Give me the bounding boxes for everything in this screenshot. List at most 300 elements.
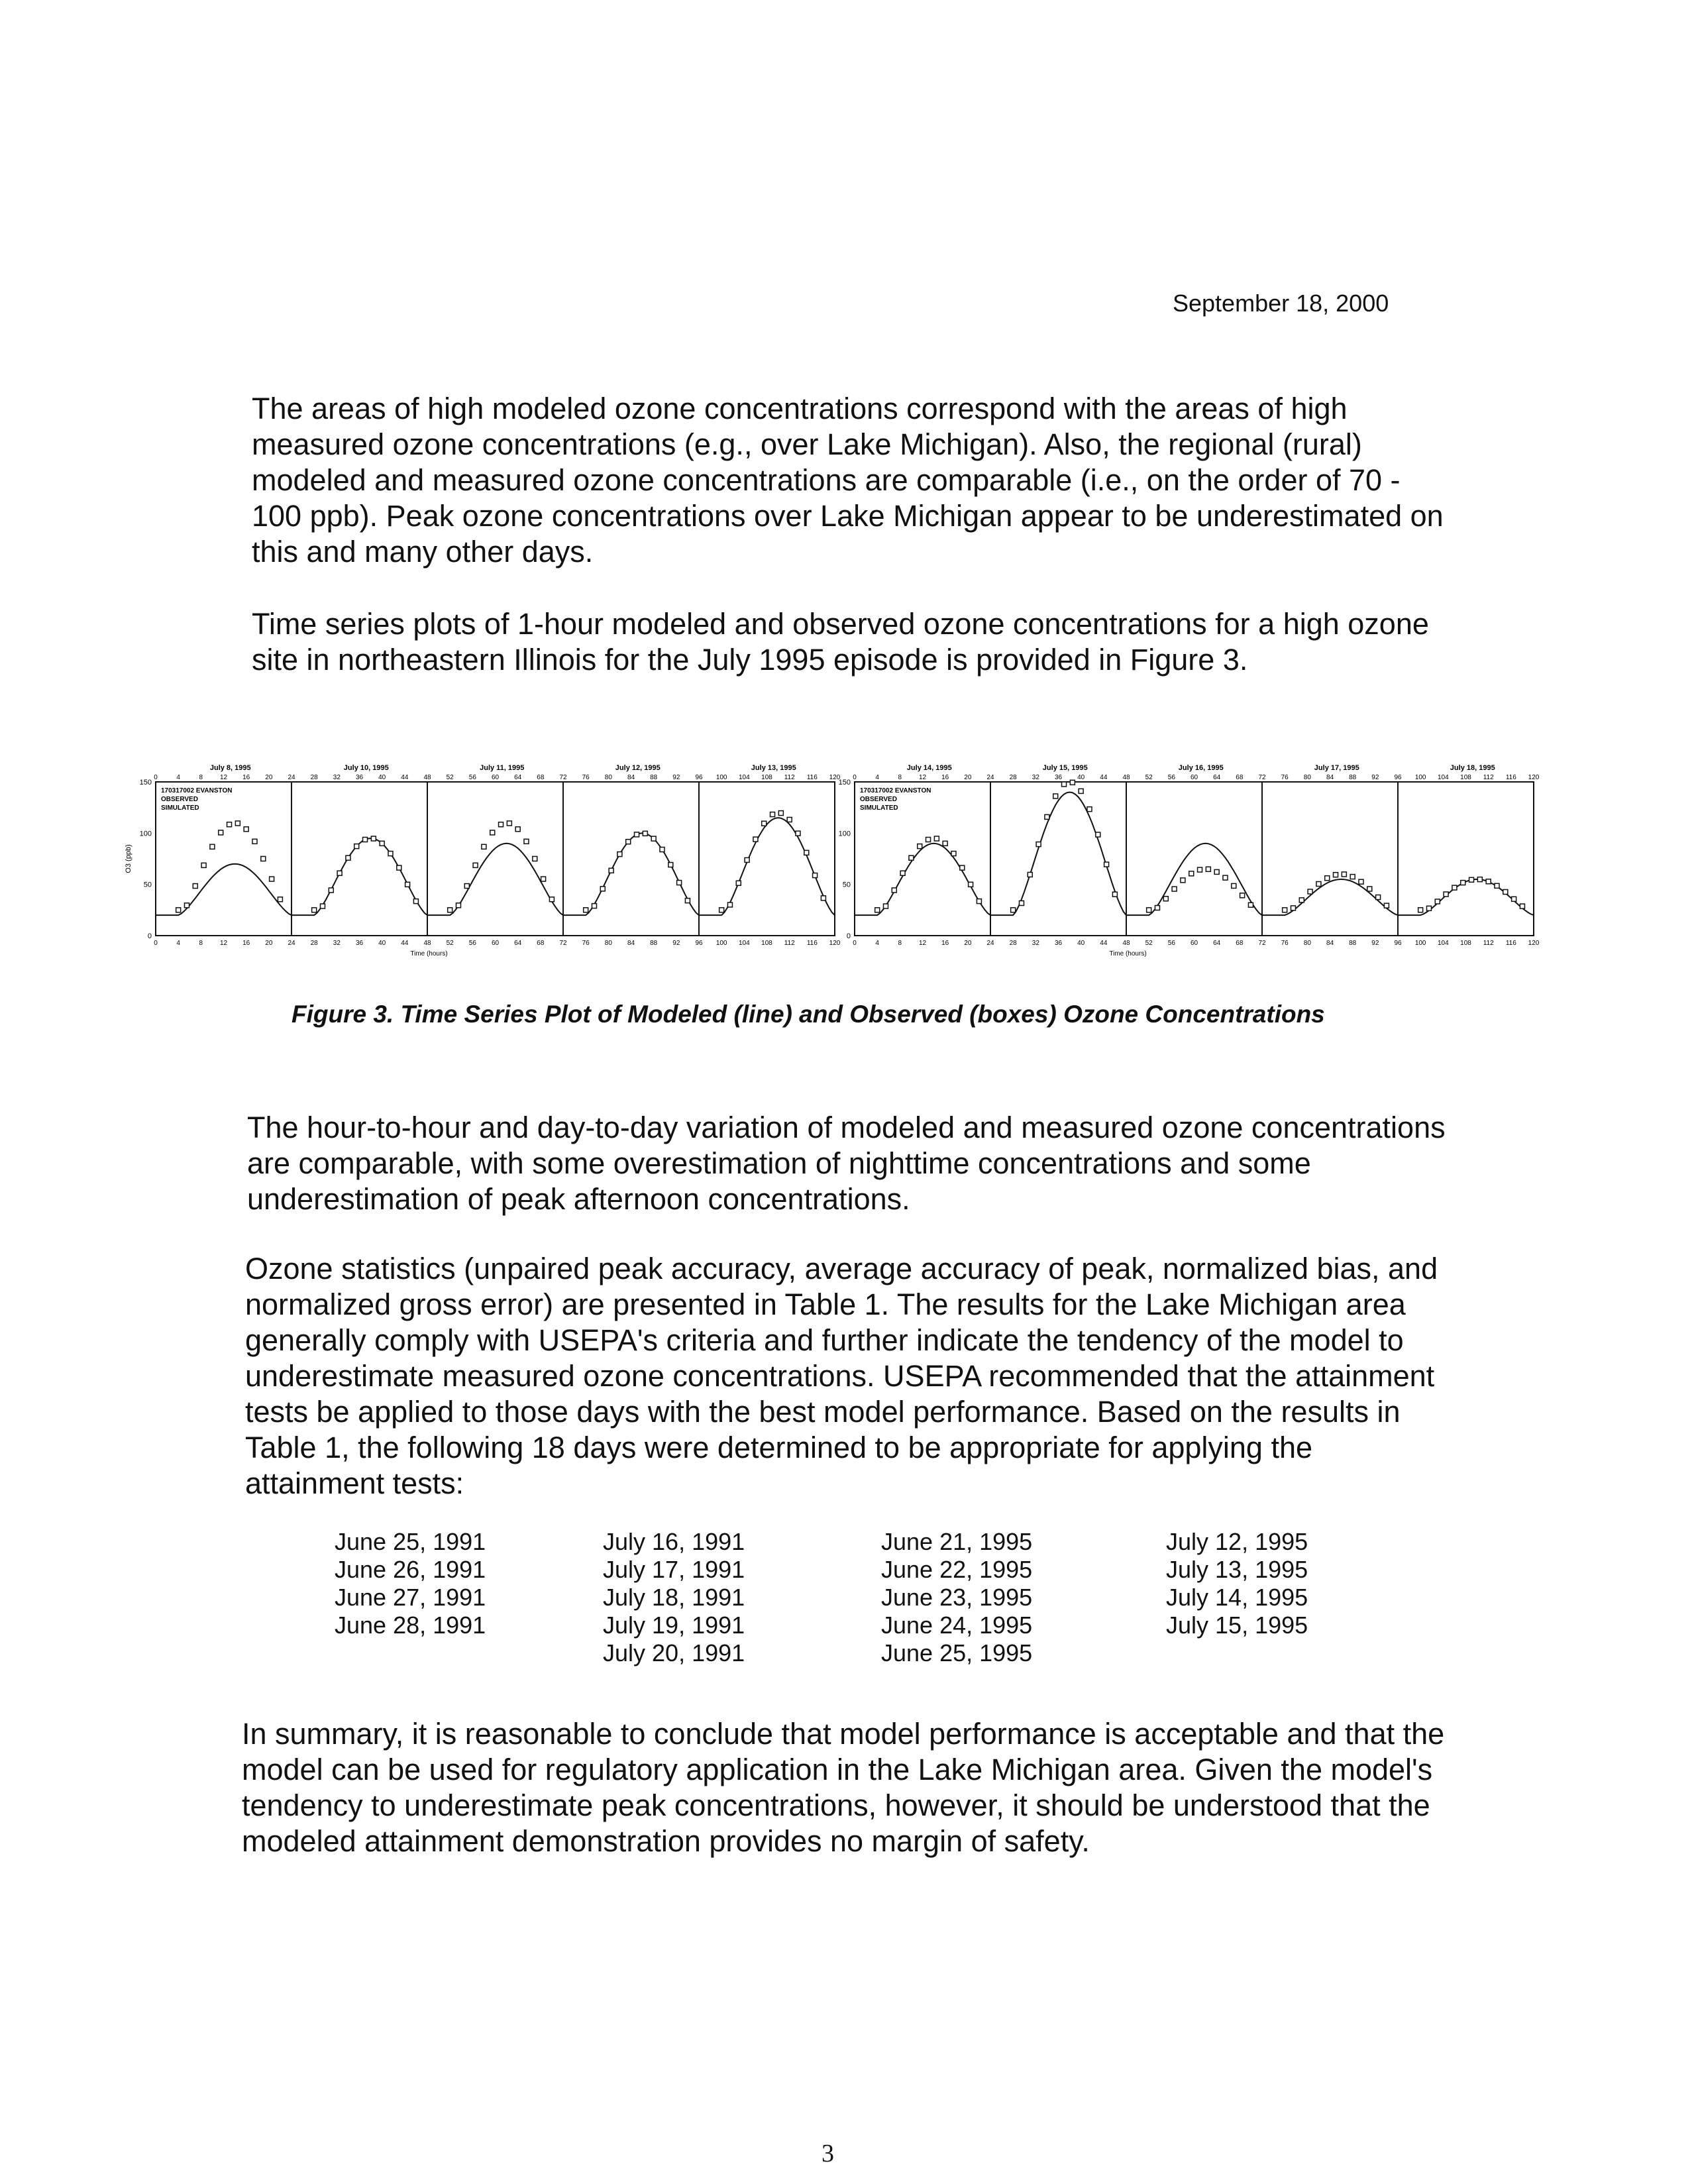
observed-box [1019,901,1024,905]
observed-box [413,899,418,904]
observed-box [1155,906,1159,910]
observed-box [685,899,690,903]
observed-box [482,844,486,849]
x-tick-label: 12 [219,940,228,947]
observed-box [1087,807,1092,812]
observed-box [1350,875,1355,879]
y-tick-label: 50 [143,881,152,889]
x-tick-label: 52 [446,940,454,947]
observed-box [473,863,478,867]
observed-box [796,831,800,836]
observed-box [1359,879,1363,884]
simulated-line [855,792,1534,916]
observed-box [1223,875,1228,880]
x-tick-label: 8 [199,940,203,947]
x-tick-label: 0 [853,940,857,947]
x-tick-label-top: 32 [333,774,341,781]
observed-box [490,830,495,835]
observed-box [210,844,215,849]
x-tick-label-top: 112 [1483,774,1494,781]
paragraph-variation: The hour-to-hour and day-to-day variation of modeled and measured ozone concentrations are comparable, with some overestimation of nighttime concentrations and some underestimation of peak afternoon concentrations. [247,1111,1446,1216]
observed-box [515,827,520,832]
x-tick-label: 32 [333,940,341,947]
observed-box [719,908,724,912]
x-tick-label-top: 120 [1528,774,1540,781]
x-tick-label: 4 [176,940,180,947]
x-tick-label-top: 60 [491,774,500,781]
observed-box [609,868,613,873]
date-item: June 23, 1995 [881,1584,1033,1611]
y-tick-label: 0 [147,932,152,940]
observed-box [900,871,905,875]
observed-box [193,884,197,889]
observed-box [626,840,631,844]
x-tick-label-top: 68 [537,774,545,781]
x-axis-label: Time (hours) [1109,950,1147,957]
x-tick-label-top: 84 [1326,774,1334,781]
page-number: 3 [822,2140,834,2167]
day-title: July 8, 1995 [209,764,251,772]
x-tick-label-top: 76 [1281,774,1289,781]
observed-box [778,811,783,816]
observed-box [219,830,223,835]
x-tick-label: 64 [1213,940,1221,947]
x-tick-label-top: 88 [1349,774,1357,781]
x-tick-label-top: 72 [1258,774,1266,781]
date-item: July 19, 1991 [603,1611,745,1639]
date-item: June 26, 1991 [335,1556,486,1583]
observed-box [1163,897,1168,901]
x-tick-label: 84 [627,940,635,947]
observed-box [1452,885,1457,890]
observed-box [926,838,931,842]
x-tick-label: 108 [1460,940,1471,947]
observed-box [943,841,947,846]
observed-box [1045,814,1049,819]
observed-box [969,882,973,887]
x-tick-label-top: 24 [986,774,994,781]
x-tick-label: 100 [716,940,727,947]
legend-entry: OBSERVED [161,796,198,803]
dates-column-1 [335,1528,486,1639]
x-tick-label: 80 [1303,940,1311,947]
x-tick-label: 36 [1054,940,1063,947]
date-item: July 17, 1991 [603,1556,745,1583]
observed-box [787,817,792,822]
observed-box [1299,898,1304,902]
observed-box [235,821,240,826]
observed-box [1053,794,1058,798]
observed-box [1181,878,1185,883]
observed-box [252,839,257,844]
x-tick-label: 72 [559,940,567,947]
x-tick-label-top: 12 [219,774,228,781]
x-tick-label: 48 [423,940,431,947]
x-tick-label-top: 64 [1213,774,1221,781]
observed-box [1316,882,1321,887]
observed-box [184,903,189,908]
day-title: July 13, 1995 [751,764,796,772]
x-tick-label: 88 [650,940,658,947]
observed-box [1172,887,1177,891]
observed-box [1036,842,1041,847]
x-tick-label-top: 116 [1505,774,1516,781]
x-tick-label-top: 56 [468,774,476,781]
x-tick-label: 8 [898,940,902,947]
x-tick-label: 56 [1167,940,1175,947]
observed-box [1435,899,1440,904]
observed-box [1426,906,1431,910]
x-tick-label: 28 [1009,940,1017,947]
observed-box [804,850,809,855]
x-tick-label-top: 0 [853,774,857,781]
observed-box [753,837,758,842]
x-tick-label: 68 [537,940,545,947]
x-tick-label-top: 12 [918,774,927,781]
day-title: July 16, 1995 [1178,764,1224,772]
day-title: July 14, 1995 [906,764,952,772]
left-panel [125,764,841,957]
observed-box [1325,876,1330,881]
observed-box [346,855,350,860]
legend-entry: OBSERVED [860,796,897,803]
figure-3-time-series [119,755,1564,967]
observed-box [977,899,981,904]
observed-box [1189,871,1194,876]
x-tick-label-top: 112 [784,774,795,781]
date-item: June 24, 1995 [881,1611,1033,1639]
date-item: July 14, 1995 [1166,1584,1308,1611]
x-tick-label-top: 16 [941,774,949,781]
y-tick-label: 100 [139,830,152,838]
observed-box [244,827,248,832]
x-tick-label-top: 48 [1122,774,1130,781]
date-item: July 18, 1991 [603,1584,745,1611]
x-tick-label-top: 76 [582,774,590,781]
x-tick-label-top: 100 [716,774,727,781]
observed-box [363,838,368,842]
observed-box [270,877,274,881]
x-tick-label-top: 80 [604,774,612,781]
observed-box [1291,906,1295,910]
observed-box [883,904,888,908]
y-tick-label: 0 [846,932,851,940]
x-tick-label: 104 [1437,940,1449,947]
observed-box [1376,895,1381,900]
x-tick-label-top: 20 [964,774,972,781]
observed-box [1418,908,1423,912]
x-tick-label: 92 [672,940,680,947]
x-tick-label-top: 80 [1303,774,1311,781]
day-title: July 10, 1995 [343,764,389,772]
y-tick-label: 50 [842,881,851,889]
dates-column-4 [1166,1528,1308,1639]
x-tick-label: 40 [378,940,386,947]
observed-box [507,821,511,826]
observed-box [448,908,452,912]
x-tick-label-top: 4 [176,774,180,781]
x-axis-label: Time (hours) [410,950,448,957]
observed-box [1444,892,1448,897]
x-tick-label-top: 4 [875,774,879,781]
x-tick-label: 112 [784,940,795,947]
observed-box [651,836,656,841]
observed-box [541,877,546,881]
observed-box [1342,872,1346,877]
x-tick-label: 32 [1032,940,1039,947]
observed-box [617,852,622,857]
observed-box [1232,883,1236,888]
observed-box [405,882,410,887]
x-tick-label: 44 [401,940,409,947]
x-tick-label: 80 [604,940,612,947]
dates-column-3 [881,1528,1032,1667]
day-title: July 11, 1995 [480,764,525,772]
observed-box [1334,873,1338,877]
x-tick-label-top: 92 [672,774,680,781]
x-tick-label: 72 [1258,940,1266,947]
observed-box [1367,887,1372,891]
observed-box [1096,832,1100,837]
x-tick-label-top: 88 [650,774,658,781]
x-tick-label: 84 [1326,940,1334,947]
x-tick-label-top: 104 [738,774,750,781]
date-item: June 22, 1995 [881,1556,1033,1583]
simulated-line [156,818,835,915]
document-date: September 18, 2000 [1173,290,1389,317]
x-tick-label-top: 36 [355,774,364,781]
observed-box [1469,877,1474,882]
x-tick-label-top: 56 [1167,774,1175,781]
day-title: July 18, 1995 [1450,764,1495,772]
observed-box [456,903,460,908]
day-title: July 15, 1995 [1042,764,1088,772]
x-tick-label-top: 120 [829,774,841,781]
observed-box [397,865,401,870]
observed-box [892,888,896,893]
legend-entry: 170317002 EVANSTON [860,787,931,794]
observed-box [1461,881,1465,885]
x-tick-label: 56 [468,940,476,947]
date-item: July 13, 1995 [1166,1556,1308,1583]
observed-box [592,904,596,908]
observed-box [1070,780,1075,785]
x-tick-label: 60 [1190,940,1198,947]
observed-box [278,897,282,902]
x-tick-label-top: 64 [514,774,522,781]
date-item: June 28, 1991 [335,1611,486,1639]
date-item: June 25, 1991 [335,1528,486,1555]
x-tick-label: 20 [265,940,273,947]
observed-box [584,908,588,912]
x-tick-label: 24 [288,940,295,947]
observed-box [1198,867,1202,872]
observed-box [176,908,181,912]
observed-box [320,904,325,908]
x-tick-label-top: 96 [1394,774,1402,781]
paragraph-statistics: Ozone statistics (unpaired peak accuracy, average accuracy of peak, normalized bias, and normalized gross error) are presented in Table 1. The results for the Lake Michigan area generally comply with USEPA's criteria and further indicate the tendency of the model to underestimate measured ozone concentrations. USEPA recommended that the attainment tests be applied to those days with the best model performance. Based on the results in Table 1, the following 18 days were determined to be appropriate for applying the attainment tests: [245,1252,1438,1500]
x-tick-label: 120 [1528,940,1540,947]
observed-box [1486,879,1491,884]
x-tick-label-top: 40 [378,774,386,781]
y-axis-label: O3 (ppb) [125,844,132,873]
paragraph-summary: In summary, it is reasonable to conclude that model performance is acceptable and that the model can be used for regulatory application in the Lake Michigan area. Given the model's tendency to underestimate peak concentrations, however, it should be understood that the modeled attainment demonstration provides no margin of safety. [242,1717,1445,1858]
y-tick-label: 150 [139,779,152,787]
attainment-days-table [335,1528,1395,1674]
x-tick-label-top: 40 [1077,774,1085,781]
date-item: July 20, 1991 [603,1639,745,1666]
x-tick-label: 36 [355,940,364,947]
legend-entry: 170317002 EVANSTON [161,787,233,794]
x-tick-label-top: 108 [1460,774,1471,781]
observed-box [736,881,741,885]
observed-box [1503,890,1508,895]
observed-box [1104,862,1109,867]
x-tick-label-top: 20 [265,774,273,781]
observed-box [312,908,317,912]
observed-box [677,881,682,885]
observed-box [1283,908,1287,912]
observed-box [388,851,393,856]
observed-box [1512,897,1516,901]
paragraph-ozone-areas: The areas of high modeled ozone concentrations correspond with the areas of high measured ozone concentrations (e.g., over Lake Michigan). Also, the regional (rural) modeled and measured ozone concentrations are comparable (i.e., on the order of 70 - 100 ppb). Peak ozone concentrations over Lake Michigan appear to be underestimated on this and many other days. [252,392,1444,569]
observed-box [354,844,359,849]
observed-box [770,812,775,817]
observed-box [635,832,639,837]
x-tick-label-top: 68 [1236,774,1244,781]
right-panel [839,764,1540,957]
day-title: July 12, 1995 [615,764,661,772]
observed-box [261,856,266,861]
x-tick-label-top: 100 [1414,774,1426,781]
x-tick-label: 64 [514,940,522,947]
x-tick-label-top: 52 [1145,774,1153,781]
x-tick-label-top: 96 [695,774,703,781]
observed-box [1147,908,1151,912]
x-tick-label: 44 [1100,940,1108,947]
y-tick-label: 100 [838,830,851,838]
observed-box [464,884,469,889]
x-tick-label: 112 [1483,940,1494,947]
x-tick-label: 48 [1122,940,1130,947]
observed-box [329,888,333,893]
x-tick-label: 16 [941,940,949,947]
observed-box [951,851,956,856]
observed-box [499,822,504,827]
observed-box [549,897,554,902]
observed-box [660,847,664,852]
observed-box [371,836,376,841]
observed-box [960,865,965,870]
legend-entry: SIMULATED [860,804,898,812]
observed-box [1240,893,1245,898]
x-tick-label: 76 [1281,940,1289,947]
observed-box [918,844,922,849]
x-tick-label-top: 44 [1100,774,1108,781]
observed-box [337,871,342,875]
x-tick-label-top: 8 [199,774,203,781]
observed-box [1384,903,1389,908]
observed-box [668,863,673,867]
x-tick-label-top: 24 [288,774,295,781]
x-tick-label: 16 [242,940,250,947]
x-tick-label: 12 [918,940,927,947]
observed-box [1520,904,1524,908]
date-item: July 15, 1995 [1166,1611,1308,1639]
plot-frame [156,782,835,936]
observed-box [813,873,818,878]
x-tick-label-top: 84 [627,774,635,781]
x-tick-label-top: 36 [1054,774,1063,781]
observed-box [524,839,529,844]
paragraph-time-series-intro: Time series plots of 1-hour modeled and observed ozone concentrations for a high ozone site in northeastern Illinois for the July 1995 episode is provided in Figure 3. [252,607,1429,677]
x-tick-label-top: 32 [1032,774,1039,781]
x-tick-label-top: 44 [401,774,409,781]
date-item: June 27, 1991 [335,1584,486,1611]
legend-entry: SIMULATED [161,804,199,812]
observed-box [643,831,647,836]
x-tick-label-top: 116 [806,774,818,781]
x-tick-label: 96 [695,940,703,947]
x-tick-label: 100 [1414,940,1426,947]
observed-box [1248,902,1253,907]
observed-box [380,841,384,846]
observed-box [821,896,825,901]
observed-box [201,863,206,867]
x-tick-label: 76 [582,940,590,947]
x-tick-label-top: 8 [898,774,902,781]
x-tick-label-top: 28 [310,774,318,781]
observed-box [533,856,537,861]
x-tick-label: 116 [1505,940,1516,947]
figure-caption: Figure 3. Time Series Plot of Modeled (line) and Observed (boxes) Ozone Concentrations [292,1001,1325,1028]
observed-box [1477,877,1482,882]
observed-box [600,887,605,891]
x-tick-label: 0 [154,940,158,947]
observed-box [727,902,732,907]
x-tick-label: 88 [1349,940,1357,947]
x-tick-label: 92 [1371,940,1379,947]
date-item: June 21, 1995 [881,1528,1033,1555]
x-tick-label-top: 28 [1009,774,1017,781]
date-item: June 25, 1995 [881,1639,1033,1666]
x-tick-label-top: 72 [559,774,567,781]
x-tick-label: 96 [1394,940,1402,947]
x-tick-label-top: 60 [1190,774,1198,781]
observed-box [1112,892,1117,897]
observed-box [1062,782,1067,787]
x-tick-label: 120 [829,940,841,947]
x-tick-label: 24 [986,940,994,947]
dates-column-2 [603,1528,745,1667]
x-tick-label: 40 [1077,940,1085,947]
observed-box [1308,889,1312,894]
x-tick-label-top: 0 [154,774,158,781]
observed-box [1214,869,1219,874]
day-title: July 17, 1995 [1314,764,1359,772]
x-tick-label: 108 [761,940,772,947]
observed-box [909,855,914,860]
observed-box [1011,908,1016,912]
x-tick-label: 60 [491,940,500,947]
y-tick-label: 150 [838,779,851,787]
date-item: July 12, 1995 [1166,1528,1308,1555]
observed-box [1028,872,1032,877]
observed-box [1079,789,1083,793]
plot-frame [855,782,1534,936]
x-tick-label-top: 48 [423,774,431,781]
x-tick-label-top: 104 [1437,774,1449,781]
